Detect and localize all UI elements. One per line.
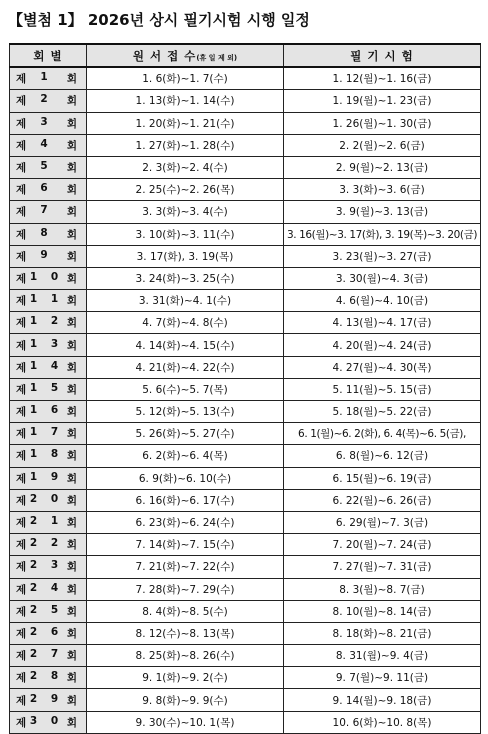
exam-period-cell: 8. 18(화)~8. 21(금): [284, 622, 481, 644]
round-cell: [10, 201, 87, 223]
exam-period-cell: 6. 29(월)~7. 3(금): [284, 511, 481, 533]
round-prefix: 제: [16, 517, 27, 530]
exam-period-cell: 2. 9(월)~2. 13(금): [284, 156, 481, 178]
round-prefix: 제: [16, 184, 27, 197]
round-number: 1 2: [29, 315, 64, 328]
round-cell: [10, 645, 87, 667]
application-period-cell: 3. 17(화), 3. 19(목): [87, 245, 284, 267]
round-suffix: 회: [66, 450, 77, 463]
exam-period-cell: 4. 6(월)~4. 10(금): [284, 290, 481, 312]
round-suffix: 회: [66, 295, 77, 308]
application-period-cell: 9. 8(화)~9. 9(수): [87, 689, 284, 711]
round-prefix: 제: [16, 716, 27, 729]
round-number: 1: [40, 71, 53, 84]
exam-period-cell: 4. 13(월)~4. 17(금): [284, 312, 481, 334]
round-number: 1 1: [29, 293, 64, 306]
round-prefix: 제: [16, 406, 27, 419]
round-prefix: 제: [16, 383, 27, 396]
round-suffix: 회: [66, 517, 77, 530]
round-prefix: 제: [16, 117, 27, 130]
header-application-note: (휴 일 제 외): [196, 53, 238, 62]
round-cell: [10, 467, 87, 489]
exam-period-cell: 3. 3(화)~3. 6(금): [284, 179, 481, 201]
round-suffix: 회: [66, 228, 77, 241]
round-prefix: 제: [16, 339, 27, 352]
round-number: 3: [40, 115, 53, 128]
round-cell: [10, 622, 87, 644]
table-row: [10, 67, 481, 90]
round-number: 1 3: [29, 337, 64, 350]
schedule-table: [9, 43, 481, 734]
round-number: 2 2: [29, 537, 64, 550]
round-prefix: 제: [16, 605, 27, 618]
round-suffix: 회: [66, 95, 77, 108]
round-suffix: 회: [66, 184, 77, 197]
application-period-cell: 5. 26(화)~5. 27(수): [87, 423, 284, 445]
round-number: 1 8: [29, 448, 64, 461]
application-period-cell: 4. 14(화)~4. 15(수): [87, 334, 284, 356]
table-row: [10, 179, 481, 201]
application-period-cell: 4. 21(화)~4. 22(수): [87, 356, 284, 378]
round-prefix: 제: [16, 228, 27, 241]
round-cell: [10, 90, 87, 112]
exam-period-cell: 1. 19(월)~1. 23(금): [284, 90, 481, 112]
round-prefix: 제: [16, 539, 27, 552]
round-number: 8: [40, 226, 53, 239]
exam-period-cell: 9. 7(월)~9. 11(금): [284, 667, 481, 689]
round-cell: [10, 489, 87, 511]
round-suffix: 회: [66, 472, 77, 485]
exam-period-cell: 9. 14(월)~9. 18(금): [284, 689, 481, 711]
table-row: [10, 156, 481, 178]
table-row: [10, 534, 481, 556]
round-cell: [10, 445, 87, 467]
round-suffix: 회: [66, 428, 77, 441]
application-period-cell: 8. 12(수)~8. 13(목): [87, 622, 284, 644]
round-suffix: 회: [66, 539, 77, 552]
exam-period-cell: 6. 8(월)~6. 12(금): [284, 445, 481, 467]
exam-period-cell: 6. 1(월)~6. 2(화), 6. 4(목)~6. 5(금),: [284, 423, 481, 445]
table-row: [10, 711, 481, 733]
exam-period-cell: 4. 27(월)~4. 30(목): [284, 356, 481, 378]
schedule-rows: [10, 67, 481, 733]
round-cell: [10, 267, 87, 289]
round-prefix: 제: [16, 73, 27, 86]
table-row: [10, 578, 481, 600]
application-period-cell: 1. 13(화)~1. 14(수): [87, 90, 284, 112]
round-suffix: 회: [66, 716, 77, 729]
round-cell: [10, 423, 87, 445]
round-number: 2 8: [29, 670, 64, 683]
round-suffix: 회: [66, 339, 77, 352]
header-application-label: 원 서 접 수: [132, 48, 197, 63]
exam-period-cell: 7. 20(월)~7. 24(금): [284, 534, 481, 556]
application-period-cell: 1. 6(화)~1. 7(수): [87, 67, 284, 90]
round-suffix: 회: [66, 583, 77, 596]
round-cell: [10, 378, 87, 400]
round-prefix: 제: [16, 627, 27, 640]
round-suffix: 회: [66, 206, 77, 219]
round-number: 1 5: [29, 381, 64, 394]
application-period-cell: 1. 20(화)~1. 21(수): [87, 112, 284, 134]
application-period-cell: 6. 2(화)~6. 4(목): [87, 445, 284, 467]
exam-period-cell: 10. 6(화)~10. 8(목): [284, 711, 481, 733]
round-suffix: 회: [66, 317, 77, 330]
round-cell: [10, 667, 87, 689]
table-row: [10, 201, 481, 223]
table-row: [10, 556, 481, 578]
round-number: 1 7: [29, 426, 64, 439]
round-cell: [10, 67, 87, 90]
exam-period-cell: 3. 9(월)~3. 13(금): [284, 201, 481, 223]
round-prefix: 제: [16, 206, 27, 219]
application-period-cell: 5. 12(화)~5. 13(수): [87, 401, 284, 423]
exam-period-cell: 1. 12(월)~1. 16(금): [284, 67, 481, 90]
page-title: 【별첨 1】 2026년 상시 필기시험 시행 일정: [8, 11, 310, 29]
application-period-cell: 2. 3(화)~2. 4(수): [87, 156, 284, 178]
application-period-cell: 4. 7(화)~4. 8(수): [87, 312, 284, 334]
application-period-cell: 8. 4(화)~8. 5(수): [87, 600, 284, 622]
application-period-cell: 3. 24(화)~3. 25(수): [87, 267, 284, 289]
application-period-cell: 7. 14(화)~7. 15(수): [87, 534, 284, 556]
round-number: 1 4: [29, 359, 64, 372]
table-row: [10, 134, 481, 156]
round-cell: [10, 534, 87, 556]
round-suffix: 회: [66, 650, 77, 663]
table-row: [10, 356, 481, 378]
exam-period-cell: 1. 26(월)~1. 30(금): [284, 112, 481, 134]
application-period-cell: 6. 16(화)~6. 17(수): [87, 489, 284, 511]
table-row: [10, 90, 481, 112]
exam-period-cell: 3. 23(월)~3. 27(금): [284, 245, 481, 267]
exam-period-cell: 8. 3(월)~8. 7(금): [284, 578, 481, 600]
round-prefix: 제: [16, 561, 27, 574]
table-row: [10, 600, 481, 622]
table-row: [10, 267, 481, 289]
round-cell: [10, 600, 87, 622]
table-row: [10, 423, 481, 445]
round-cell: [10, 711, 87, 733]
table-row: [10, 467, 481, 489]
round-cell: [10, 401, 87, 423]
round-suffix: 회: [66, 361, 77, 374]
round-suffix: 회: [66, 406, 77, 419]
round-number: 5: [40, 160, 53, 173]
round-suffix: 회: [66, 672, 77, 685]
round-suffix: 회: [66, 627, 77, 640]
round-number: 3 0: [29, 714, 64, 727]
exam-period-cell: 3. 16(월)~3. 17(화), 3. 19(목)~3. 20(금): [284, 223, 481, 245]
round-prefix: 제: [16, 494, 27, 507]
round-prefix: 제: [16, 428, 27, 441]
table-header-row: [10, 44, 481, 67]
round-cell: [10, 356, 87, 378]
round-prefix: 제: [16, 694, 27, 707]
round-number: 9: [40, 248, 53, 261]
table-row: [10, 334, 481, 356]
header-round: 회 별: [10, 44, 87, 67]
round-cell: [10, 156, 87, 178]
application-period-cell: 3. 31(화)~4. 1(수): [87, 290, 284, 312]
round-suffix: 회: [66, 162, 77, 175]
round-suffix: 회: [66, 250, 77, 263]
exam-period-cell: 6. 15(월)~6. 19(금): [284, 467, 481, 489]
application-period-cell: 9. 30(수)~10. 1(목): [87, 711, 284, 733]
application-period-cell: 7. 21(화)~7. 22(수): [87, 556, 284, 578]
round-number: 1 9: [29, 470, 64, 483]
table-row: [10, 622, 481, 644]
exam-period-cell: 3. 30(월)~4. 3(금): [284, 267, 481, 289]
round-prefix: 제: [16, 295, 27, 308]
round-cell: [10, 245, 87, 267]
round-prefix: 제: [16, 583, 27, 596]
round-number: 1 0: [29, 270, 64, 283]
round-prefix: 제: [16, 672, 27, 685]
application-period-cell: 2. 25(수)~2. 26(목): [87, 179, 284, 201]
round-number: 1 6: [29, 404, 64, 417]
round-prefix: 제: [16, 162, 27, 175]
round-number: 2 4: [29, 581, 64, 594]
round-number: 2 1: [29, 515, 64, 528]
round-cell: [10, 511, 87, 533]
round-suffix: 회: [66, 561, 77, 574]
round-cell: [10, 689, 87, 711]
exam-period-cell: 2. 2(월)~2. 6(금): [284, 134, 481, 156]
application-period-cell: 6. 9(화)~6. 10(수): [87, 467, 284, 489]
exam-period-cell: 8. 10(월)~8. 14(금): [284, 600, 481, 622]
round-number: 4: [40, 137, 53, 150]
round-suffix: 회: [66, 139, 77, 152]
application-period-cell: 1. 27(화)~1. 28(수): [87, 134, 284, 156]
application-period-cell: 8. 25(화)~8. 26(수): [87, 645, 284, 667]
round-prefix: 제: [16, 95, 27, 108]
round-suffix: 회: [66, 272, 77, 285]
round-number: 6: [40, 182, 53, 195]
round-suffix: 회: [66, 117, 77, 130]
exam-period-cell: 5. 11(월)~5. 15(금): [284, 378, 481, 400]
round-number: 7: [40, 204, 53, 217]
table-row: [10, 112, 481, 134]
round-prefix: 제: [16, 139, 27, 152]
round-prefix: 제: [16, 450, 27, 463]
round-number: 2 9: [29, 692, 64, 705]
round-prefix: 제: [16, 250, 27, 263]
round-cell: [10, 134, 87, 156]
round-suffix: 회: [66, 383, 77, 396]
exam-period-cell: 5. 18(월)~5. 22(금): [284, 401, 481, 423]
table-row: [10, 511, 481, 533]
round-cell: [10, 290, 87, 312]
application-period-cell: 9. 1(화)~9. 2(수): [87, 667, 284, 689]
table-row: [10, 667, 481, 689]
round-prefix: 제: [16, 272, 27, 285]
round-cell: [10, 112, 87, 134]
round-cell: [10, 312, 87, 334]
round-cell: [10, 334, 87, 356]
round-number: 2 6: [29, 625, 64, 638]
table-row: [10, 245, 481, 267]
round-prefix: 제: [16, 317, 27, 330]
exam-period-cell: 8. 31(월)~9. 4(금): [284, 645, 481, 667]
table-row: [10, 290, 481, 312]
round-prefix: 제: [16, 650, 27, 663]
round-cell: [10, 179, 87, 201]
round-suffix: 회: [66, 694, 77, 707]
table-row: [10, 378, 481, 400]
round-cell: [10, 556, 87, 578]
exam-period-cell: 6. 22(월)~6. 26(금): [284, 489, 481, 511]
application-period-cell: 7. 28(화)~7. 29(수): [87, 578, 284, 600]
header-exam: 필 기 시 험: [284, 44, 481, 67]
application-period-cell: 5. 6(수)~5. 7(목): [87, 378, 284, 400]
round-cell: [10, 578, 87, 600]
application-period-cell: 3. 3(화)~3. 4(수): [87, 201, 284, 223]
round-number: 2: [40, 93, 53, 106]
header-application: [87, 44, 284, 67]
table-row: [10, 312, 481, 334]
round-number: 2 3: [29, 559, 64, 572]
table-row: [10, 689, 481, 711]
round-number: 2 7: [29, 648, 64, 661]
table-row: [10, 401, 481, 423]
round-number: 2 5: [29, 603, 64, 616]
round-suffix: 회: [66, 73, 77, 86]
round-prefix: 제: [16, 361, 27, 374]
exam-period-cell: 7. 27(월)~7. 31(금): [284, 556, 481, 578]
round-prefix: 제: [16, 472, 27, 485]
round-number: 2 0: [29, 492, 64, 505]
table-row: [10, 223, 481, 245]
round-cell: [10, 223, 87, 245]
table-row: [10, 445, 481, 467]
round-suffix: 회: [66, 494, 77, 507]
application-period-cell: 3. 10(화)~3. 11(수): [87, 223, 284, 245]
exam-period-cell: 4. 20(월)~4. 24(금): [284, 334, 481, 356]
application-period-cell: 6. 23(화)~6. 24(수): [87, 511, 284, 533]
table-row: [10, 489, 481, 511]
round-suffix: 회: [66, 605, 77, 618]
table-row: [10, 645, 481, 667]
